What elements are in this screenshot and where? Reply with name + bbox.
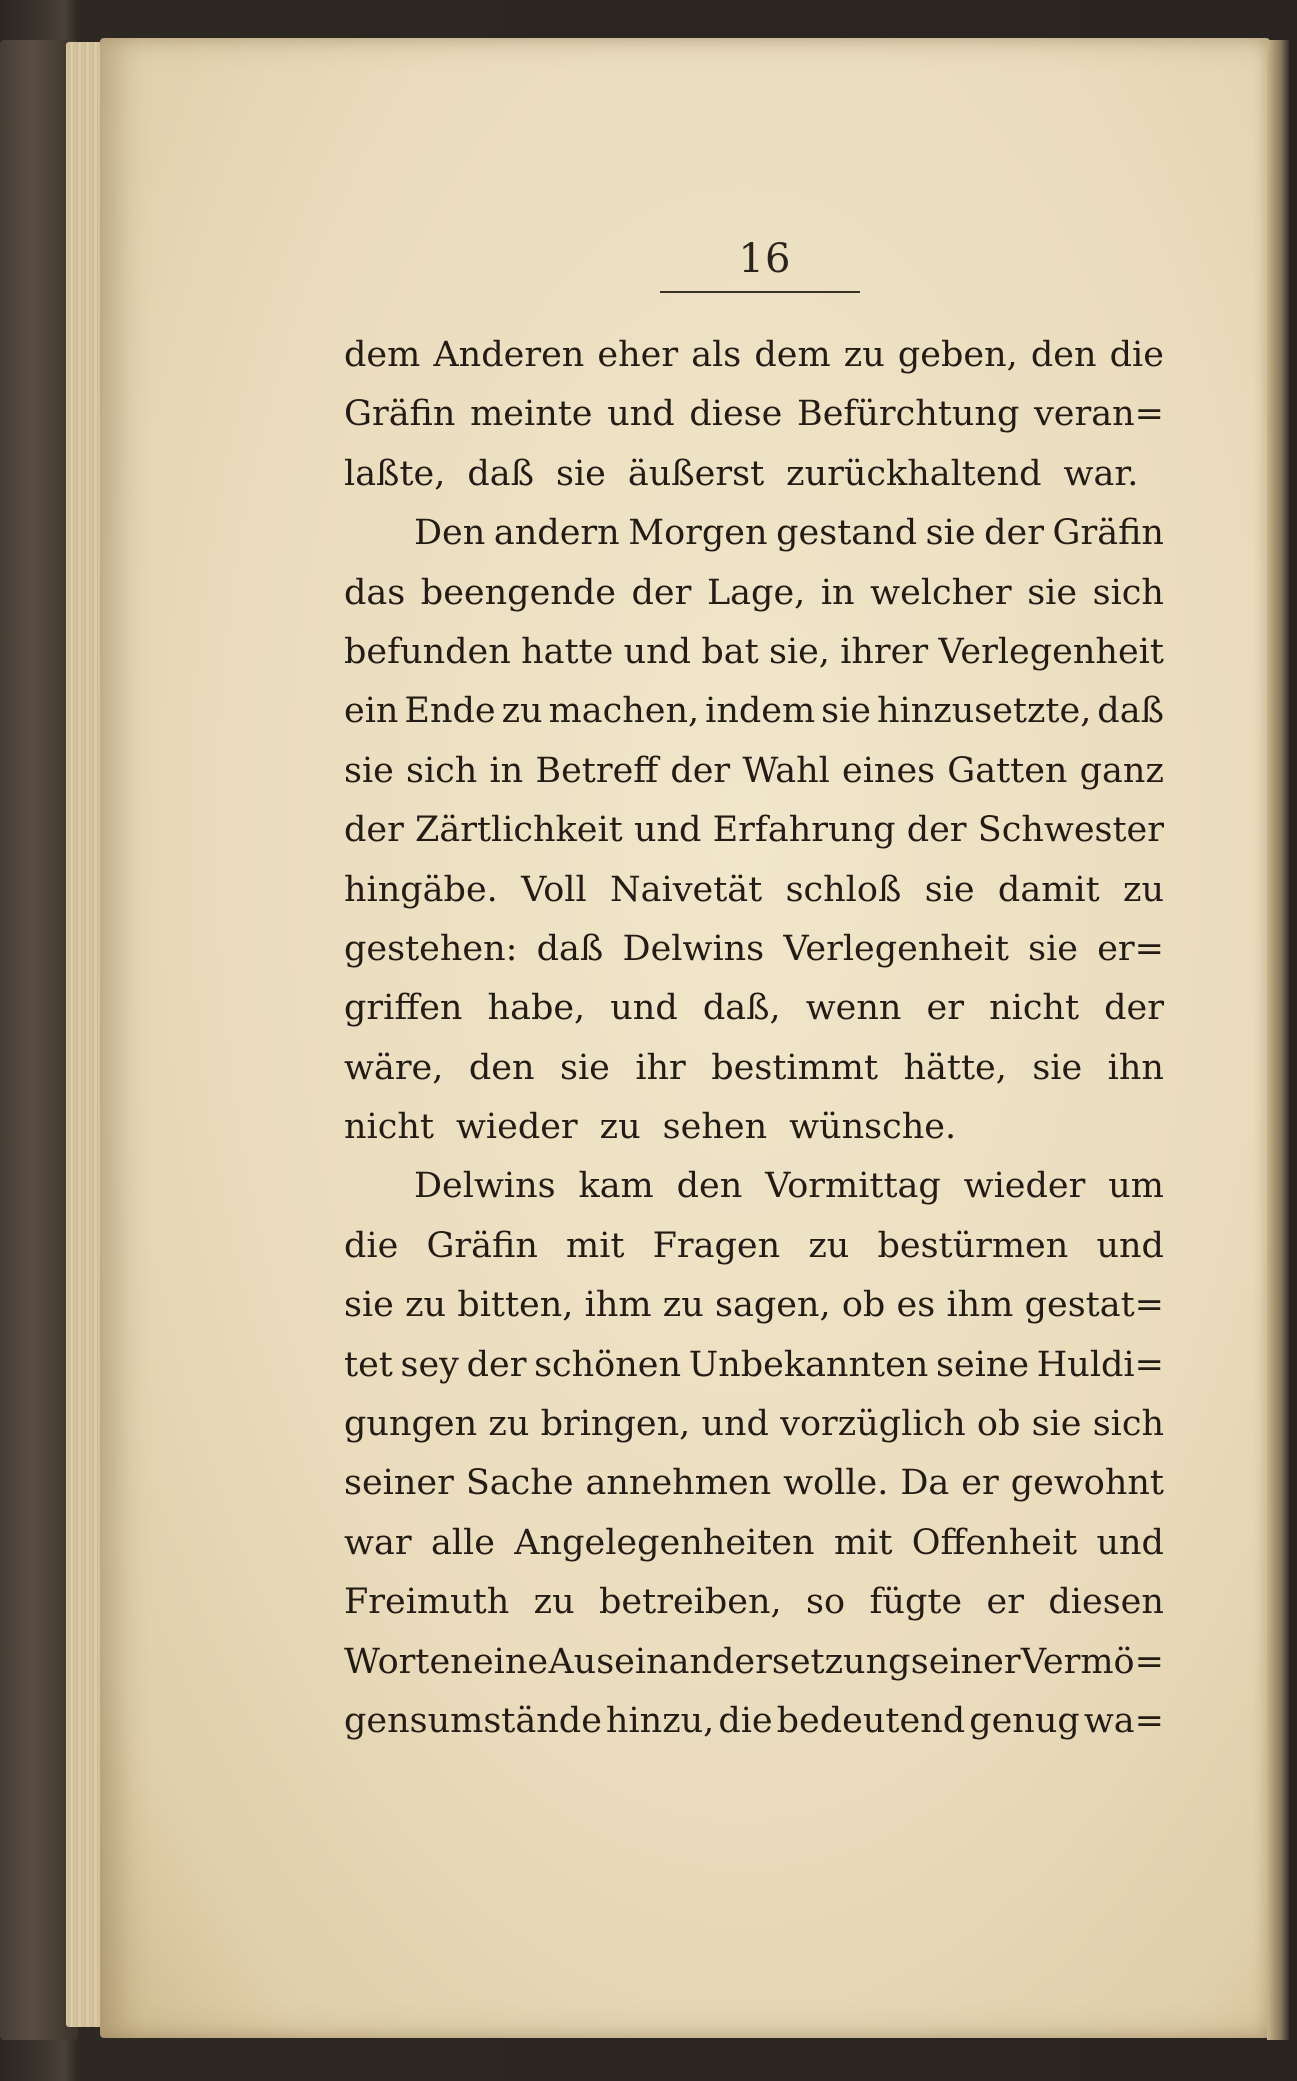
word: den (676, 1166, 743, 1207)
word: den (468, 1047, 535, 1088)
text-line (344, 326, 1164, 385)
body-text (344, 326, 1164, 1751)
word: zu (843, 335, 885, 375)
word: in (489, 750, 524, 791)
word: Angelegenheiten (514, 1522, 815, 1563)
word: um (1108, 1166, 1164, 1207)
text-line (344, 682, 1164, 741)
word: als (691, 335, 742, 375)
word: ein (344, 691, 399, 732)
word: vorzüglich (780, 1404, 966, 1445)
word: daß (1097, 691, 1164, 732)
word: sie (925, 513, 976, 554)
word: so (806, 1582, 846, 1623)
word: gestand (776, 513, 918, 554)
word: Erfahrung (712, 810, 896, 851)
text-line (344, 979, 1164, 1038)
word: sie, (768, 631, 830, 672)
word: und (607, 394, 675, 435)
word: sie (1031, 1404, 1082, 1445)
word: nicht (989, 988, 1080, 1029)
text-line (344, 1098, 1164, 1157)
word: laßte, (344, 453, 446, 494)
word: zu (405, 1285, 447, 1326)
word: zu (1123, 869, 1164, 910)
word: wolle. (783, 1463, 889, 1504)
word: ihm (584, 1285, 652, 1326)
word: der (906, 810, 967, 851)
word: damit (997, 869, 1100, 910)
word: betreiben, (599, 1582, 782, 1623)
word: eher (597, 335, 679, 375)
word: die (718, 1700, 773, 1741)
word: sey (400, 1344, 459, 1385)
word: sie (1027, 572, 1078, 613)
word: ihn (1107, 1047, 1164, 1088)
word: Morgen (628, 513, 768, 554)
word: sie (556, 453, 606, 494)
word: daß, (702, 988, 781, 1029)
word: er (961, 1463, 999, 1504)
word: Huldi= (1036, 1344, 1164, 1385)
word: ihrer (840, 631, 929, 672)
word: Wahl (742, 750, 830, 791)
text-line (344, 385, 1164, 444)
word: die (344, 1225, 399, 1266)
word: gestehen: (344, 928, 518, 969)
text-line (344, 1692, 1164, 1751)
word: ob (841, 1285, 886, 1326)
word: ob (976, 1404, 1021, 1445)
word: der (984, 513, 1044, 554)
word: dem (754, 335, 831, 375)
word: gewohnt (1010, 1463, 1164, 1504)
word: Anderen (433, 335, 585, 375)
word: kam (578, 1166, 654, 1207)
text-line (344, 801, 1164, 860)
word: seine (935, 1344, 1030, 1385)
page-number-rule (660, 291, 860, 293)
word: sie (1028, 928, 1079, 969)
word: sie (559, 1047, 610, 1088)
word: war. (1063, 453, 1139, 494)
word: schloß (785, 869, 902, 910)
word: Voll (521, 869, 587, 910)
word: Gräfin (426, 1225, 538, 1266)
word: wünsche. (789, 1107, 957, 1148)
page-number: 16 (738, 236, 792, 282)
word: der (466, 1344, 527, 1385)
word: hinzu, (605, 1700, 715, 1741)
text-line (344, 445, 1164, 504)
word: wieder (963, 1166, 1086, 1207)
word: sie (344, 750, 394, 791)
word: Gräfin (1052, 513, 1164, 554)
word: eines (842, 750, 936, 791)
word: Befürchtung (797, 394, 1020, 435)
word: zu (662, 1285, 704, 1326)
word: Fragen (652, 1225, 781, 1266)
word: Delwins (622, 928, 765, 969)
word: und (623, 631, 692, 672)
word: und (1096, 1522, 1164, 1563)
word: meinte (470, 394, 593, 435)
word: gensumstände (344, 1700, 602, 1741)
text-line (344, 1217, 1164, 1276)
word: andern (493, 513, 620, 554)
text-line (344, 623, 1164, 682)
word: griffen (344, 988, 463, 1029)
word: Freimuth (344, 1582, 510, 1623)
word: Verlegenheit (938, 631, 1164, 672)
text-line (344, 1573, 1164, 1632)
word: war (344, 1522, 412, 1563)
word: welcher (870, 572, 1012, 613)
word: hatte (521, 631, 614, 672)
word: sehen (662, 1107, 768, 1148)
word: seiner (344, 1463, 454, 1504)
word: sich (1092, 1404, 1164, 1445)
word: annehmen (585, 1463, 772, 1504)
word: Gatten (947, 750, 1068, 791)
word: Ende (404, 691, 496, 732)
word: bestimmt (711, 1047, 879, 1088)
word: zu (533, 1582, 575, 1623)
text-line (344, 504, 1164, 563)
word: er (986, 1582, 1024, 1623)
word: wäre, (344, 1047, 444, 1088)
word: nicht (344, 1107, 434, 1148)
word: schönen (534, 1344, 682, 1385)
word: Verlegenheit (783, 928, 1009, 969)
word: bitten, (457, 1285, 574, 1326)
word: geben, (897, 335, 1018, 375)
word: gungen (344, 1404, 478, 1445)
word: Da (900, 1463, 950, 1504)
text-line (344, 564, 1164, 623)
word: zu (808, 1225, 850, 1266)
word: wenn (805, 988, 902, 1029)
word: diesen (1048, 1582, 1164, 1623)
word: mit (566, 1225, 625, 1266)
word: fügte (869, 1582, 963, 1623)
word: ihm (946, 1285, 1014, 1326)
word: sie (924, 869, 975, 910)
word: daß (536, 928, 604, 969)
word: äußerst (627, 453, 765, 494)
word: und (701, 1404, 769, 1445)
text-line (344, 1633, 1164, 1692)
text-line (344, 1276, 1164, 1335)
word: Vermö= (1020, 1641, 1164, 1682)
word: hingäbe. (344, 869, 498, 910)
text-line (344, 861, 1164, 920)
word: diese (689, 394, 783, 435)
word: das (344, 572, 406, 613)
word: gestat= (1024, 1285, 1164, 1326)
right-book-edge (1267, 40, 1289, 2040)
word: Lage, (706, 572, 806, 613)
word: ganz (1079, 750, 1164, 791)
word: mit (833, 1522, 893, 1563)
word: wa= (1083, 1700, 1164, 1741)
text-line (344, 1039, 1164, 1098)
word: und (633, 810, 702, 851)
text-line (344, 1157, 1164, 1216)
word: veran= (1034, 394, 1164, 435)
word: seiner (910, 1641, 1021, 1682)
word: Vormittag (765, 1166, 941, 1207)
word: der (670, 750, 731, 791)
word: Worten (344, 1641, 473, 1682)
word: zu (501, 691, 543, 732)
word: Betreff (535, 750, 659, 791)
text-line (344, 1336, 1164, 1395)
word: dem (344, 335, 421, 375)
word: hätte, (903, 1047, 1007, 1088)
word: zu (488, 1404, 530, 1445)
word: sagen, (714, 1285, 831, 1326)
word: der (1104, 988, 1164, 1029)
word: sie (344, 1285, 394, 1326)
text-line (344, 1514, 1164, 1573)
word: und (610, 988, 678, 1029)
word: Unbekannten (688, 1344, 929, 1385)
text-line (344, 1454, 1164, 1513)
word: Sache (465, 1463, 574, 1504)
word: er= (1097, 928, 1164, 969)
word: zurückhaltend (786, 453, 1042, 494)
word: bat (701, 631, 759, 672)
word: Auseinandersetzung (548, 1641, 911, 1682)
word: hinzusetzte, (876, 691, 1092, 732)
word: er (926, 988, 964, 1029)
word: beengende (420, 572, 616, 613)
word: bringen, (540, 1404, 691, 1445)
word: sie (821, 691, 872, 732)
word: sie (1032, 1047, 1083, 1088)
word: sich (406, 750, 478, 791)
text-line (344, 920, 1164, 979)
word: Delwins (414, 1166, 556, 1207)
word: Naivetät (610, 869, 763, 910)
word: habe, (487, 988, 586, 1029)
word: bestürmen (877, 1225, 1069, 1266)
word: eine (472, 1641, 549, 1682)
word: der (631, 572, 692, 613)
word: und (1096, 1225, 1164, 1266)
word: indem (705, 691, 816, 732)
word: wieder (455, 1107, 578, 1148)
word: befunden (344, 631, 511, 672)
word: der (344, 810, 404, 851)
word: sich (1092, 572, 1164, 613)
word: Den (414, 513, 486, 554)
word: in (820, 572, 855, 613)
word: die (1109, 335, 1164, 375)
word: daß (467, 453, 534, 494)
text-line (344, 1395, 1164, 1454)
word: den (1030, 335, 1097, 375)
word: es (896, 1285, 936, 1326)
word: tet (344, 1344, 393, 1385)
word: Offenheit (911, 1522, 1078, 1563)
word: zu (599, 1107, 641, 1148)
text-line (344, 742, 1164, 801)
word: ihr (635, 1047, 686, 1088)
word: genug (969, 1700, 1080, 1741)
word: bedeutend (776, 1700, 966, 1741)
word: machen, (548, 691, 700, 732)
word: Schwester (977, 810, 1164, 851)
word: Zärtlichkeit (415, 810, 623, 851)
word: Gräfin (344, 394, 456, 435)
word: alle (430, 1522, 495, 1563)
